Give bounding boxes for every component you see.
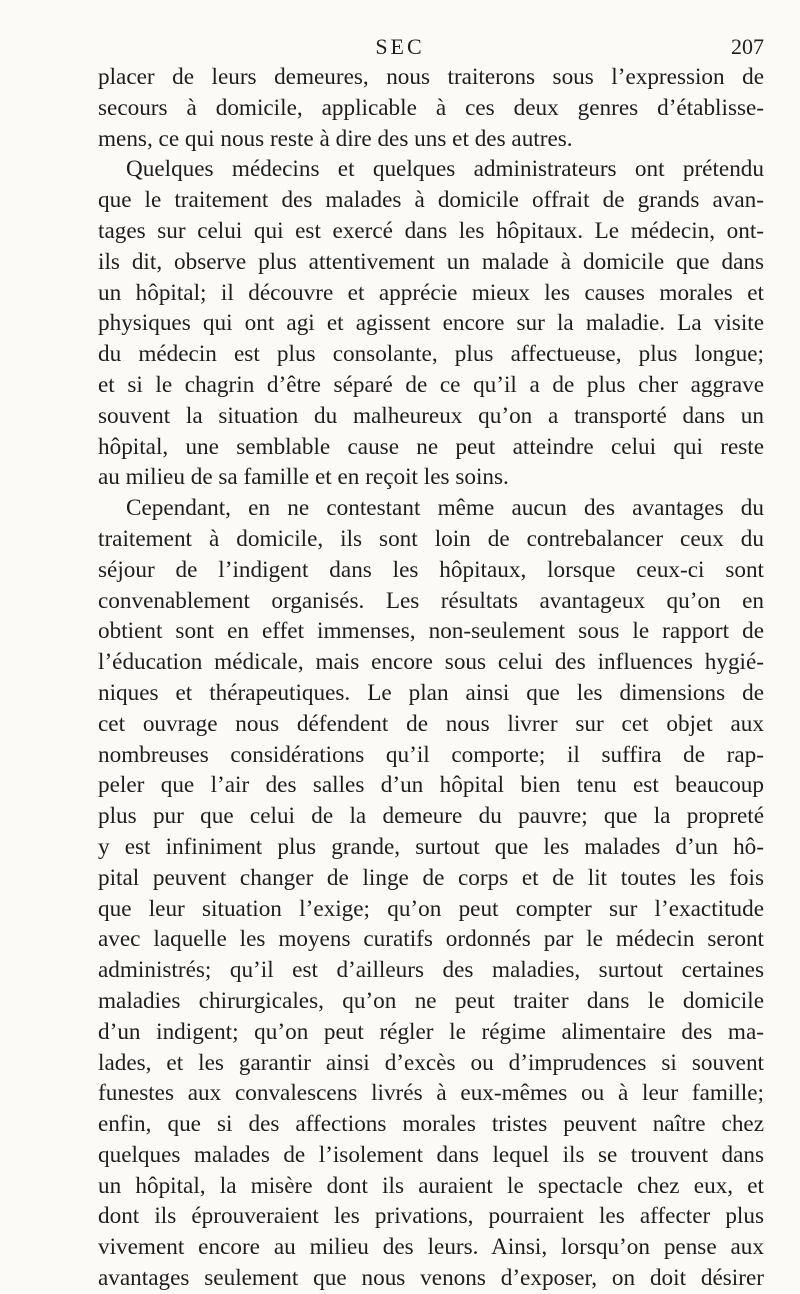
text-line: y est infiniment plus grande, surtout que les malades d’un hô- bbox=[98, 833, 764, 860]
text-line: du médecin est plus consolante, plus affectueuse, plus longue; bbox=[98, 341, 764, 368]
text-line: cet ouvrage nous défendent de nous livrer sur cet objet aux bbox=[98, 710, 764, 737]
text-line: obtient sont en effet immenses, non-seulement sous le rapport de bbox=[98, 618, 764, 645]
text-line: et si le chagrin d’être séparé de ce qu’il a de plus cher aggrave bbox=[98, 371, 764, 398]
text-line: tages sur celui qui est exercé dans les hôpitaux. Le médecin, ont- bbox=[98, 217, 764, 244]
text-line: un hôpital; il découvre et apprécie mieux les causes morales et bbox=[98, 279, 764, 306]
text-line: nombreuses considérations qu’il comporte; il suffira de rap- bbox=[98, 741, 764, 768]
paragraph-3 bbox=[98, 493, 764, 1294]
text-line: vivement encore au milieu des leurs. Ainsi, lorsqu’on pense aux bbox=[98, 1234, 764, 1261]
text-line: convenablement organisés. Les résultats avantageux qu’on en bbox=[98, 587, 764, 614]
text-line: lades, et les garantir ainsi d’excès ou d’imprudences si souvent bbox=[98, 1049, 764, 1076]
text-line: que le traitement des malades à domicile offrait de grands avan- bbox=[98, 187, 764, 214]
page-number: 207 bbox=[731, 34, 764, 59]
text-line: quelques malades de l’isolement dans lequel ils se trouvent dans bbox=[98, 1141, 764, 1168]
text-line: au milieu de sa famille et en reçoit les soins. bbox=[98, 464, 509, 491]
text-line: d’un indigent; qu’on peut régler le régime alimentaire des ma- bbox=[98, 1018, 764, 1045]
text-line: avantages seulement que nous venons d’exposer, on doit désirer bbox=[98, 1265, 764, 1292]
text-line: avec laquelle les moyens curatifs ordonnés par le médecin seront bbox=[98, 926, 764, 953]
text-line: Quelques médecins et quelques administrateurs ont prétendu bbox=[126, 156, 764, 183]
text-line: souvent la situation du malheureux qu’on a transporté dans un bbox=[98, 402, 764, 429]
body-text bbox=[98, 62, 764, 1294]
text-line: administrés; qu’il est d’ailleurs des maladies, surtout certaines bbox=[98, 957, 764, 984]
paragraph-1 bbox=[98, 62, 764, 154]
text-line: maladies chirurgicales, qu’on ne peut traiter dans le domicile bbox=[98, 987, 764, 1014]
text-line: dont ils éprouveraient les privations, pourraient les affecter plus bbox=[98, 1203, 764, 1230]
text-line: un hôpital, la misère dont ils auraient le spectacle chez eux, et bbox=[98, 1172, 764, 1199]
text-line: l’éducation médicale, mais encore sous celui des influences hygié- bbox=[98, 649, 764, 676]
text-line: séjour de l’indigent dans les hôpitaux, lorsque ceux-ci sont bbox=[98, 556, 764, 583]
text-line: mens, ce qui nous reste à dire des uns et des autres. bbox=[98, 125, 573, 152]
text-line: placer de leurs demeures, nous traiterons sous l’expression de bbox=[98, 64, 764, 90]
text-line: plus pur que celui de la demeure du pauvre; que la propreté bbox=[98, 803, 764, 830]
text-line: peler que l’air des salles d’un hôpital bien tenu est beaucoup bbox=[98, 772, 764, 799]
text-line: Cependant, en ne contestant même aucun des avantages du bbox=[126, 495, 764, 522]
running-head: SEC bbox=[375, 34, 425, 59]
paragraph-2 bbox=[98, 154, 764, 493]
text-line: que leur situation l’exige; qu’on peut compter sur l’exactitude bbox=[98, 895, 764, 922]
text-line: pital peuvent changer de linge de corps et de lit toutes les fois bbox=[98, 864, 764, 891]
text-line: hôpital, une semblable cause ne peut atteindre celui qui reste bbox=[98, 433, 764, 460]
page-header bbox=[0, 34, 800, 60]
text-line: physiques qui ont agi et agissent encore sur la maladie. La visite bbox=[98, 310, 764, 337]
text-line: enfin, que si des affections morales tristes peuvent naître chez bbox=[98, 1111, 764, 1138]
text-line: traitement à domicile, ils sont loin de contrebalancer ceux du bbox=[98, 525, 764, 552]
text-line: funestes aux convalescens livrés à eux-mêmes ou à leur famille; bbox=[98, 1080, 764, 1107]
text-line: niques et thérapeutiques. Le plan ainsi que les dimensions de bbox=[98, 679, 764, 706]
text-line: secours à domicile, applicable à ces deux genres d’établisse- bbox=[98, 94, 764, 121]
text-line: ils dit, observe plus attentivement un malade à domicile que dans bbox=[98, 248, 764, 275]
